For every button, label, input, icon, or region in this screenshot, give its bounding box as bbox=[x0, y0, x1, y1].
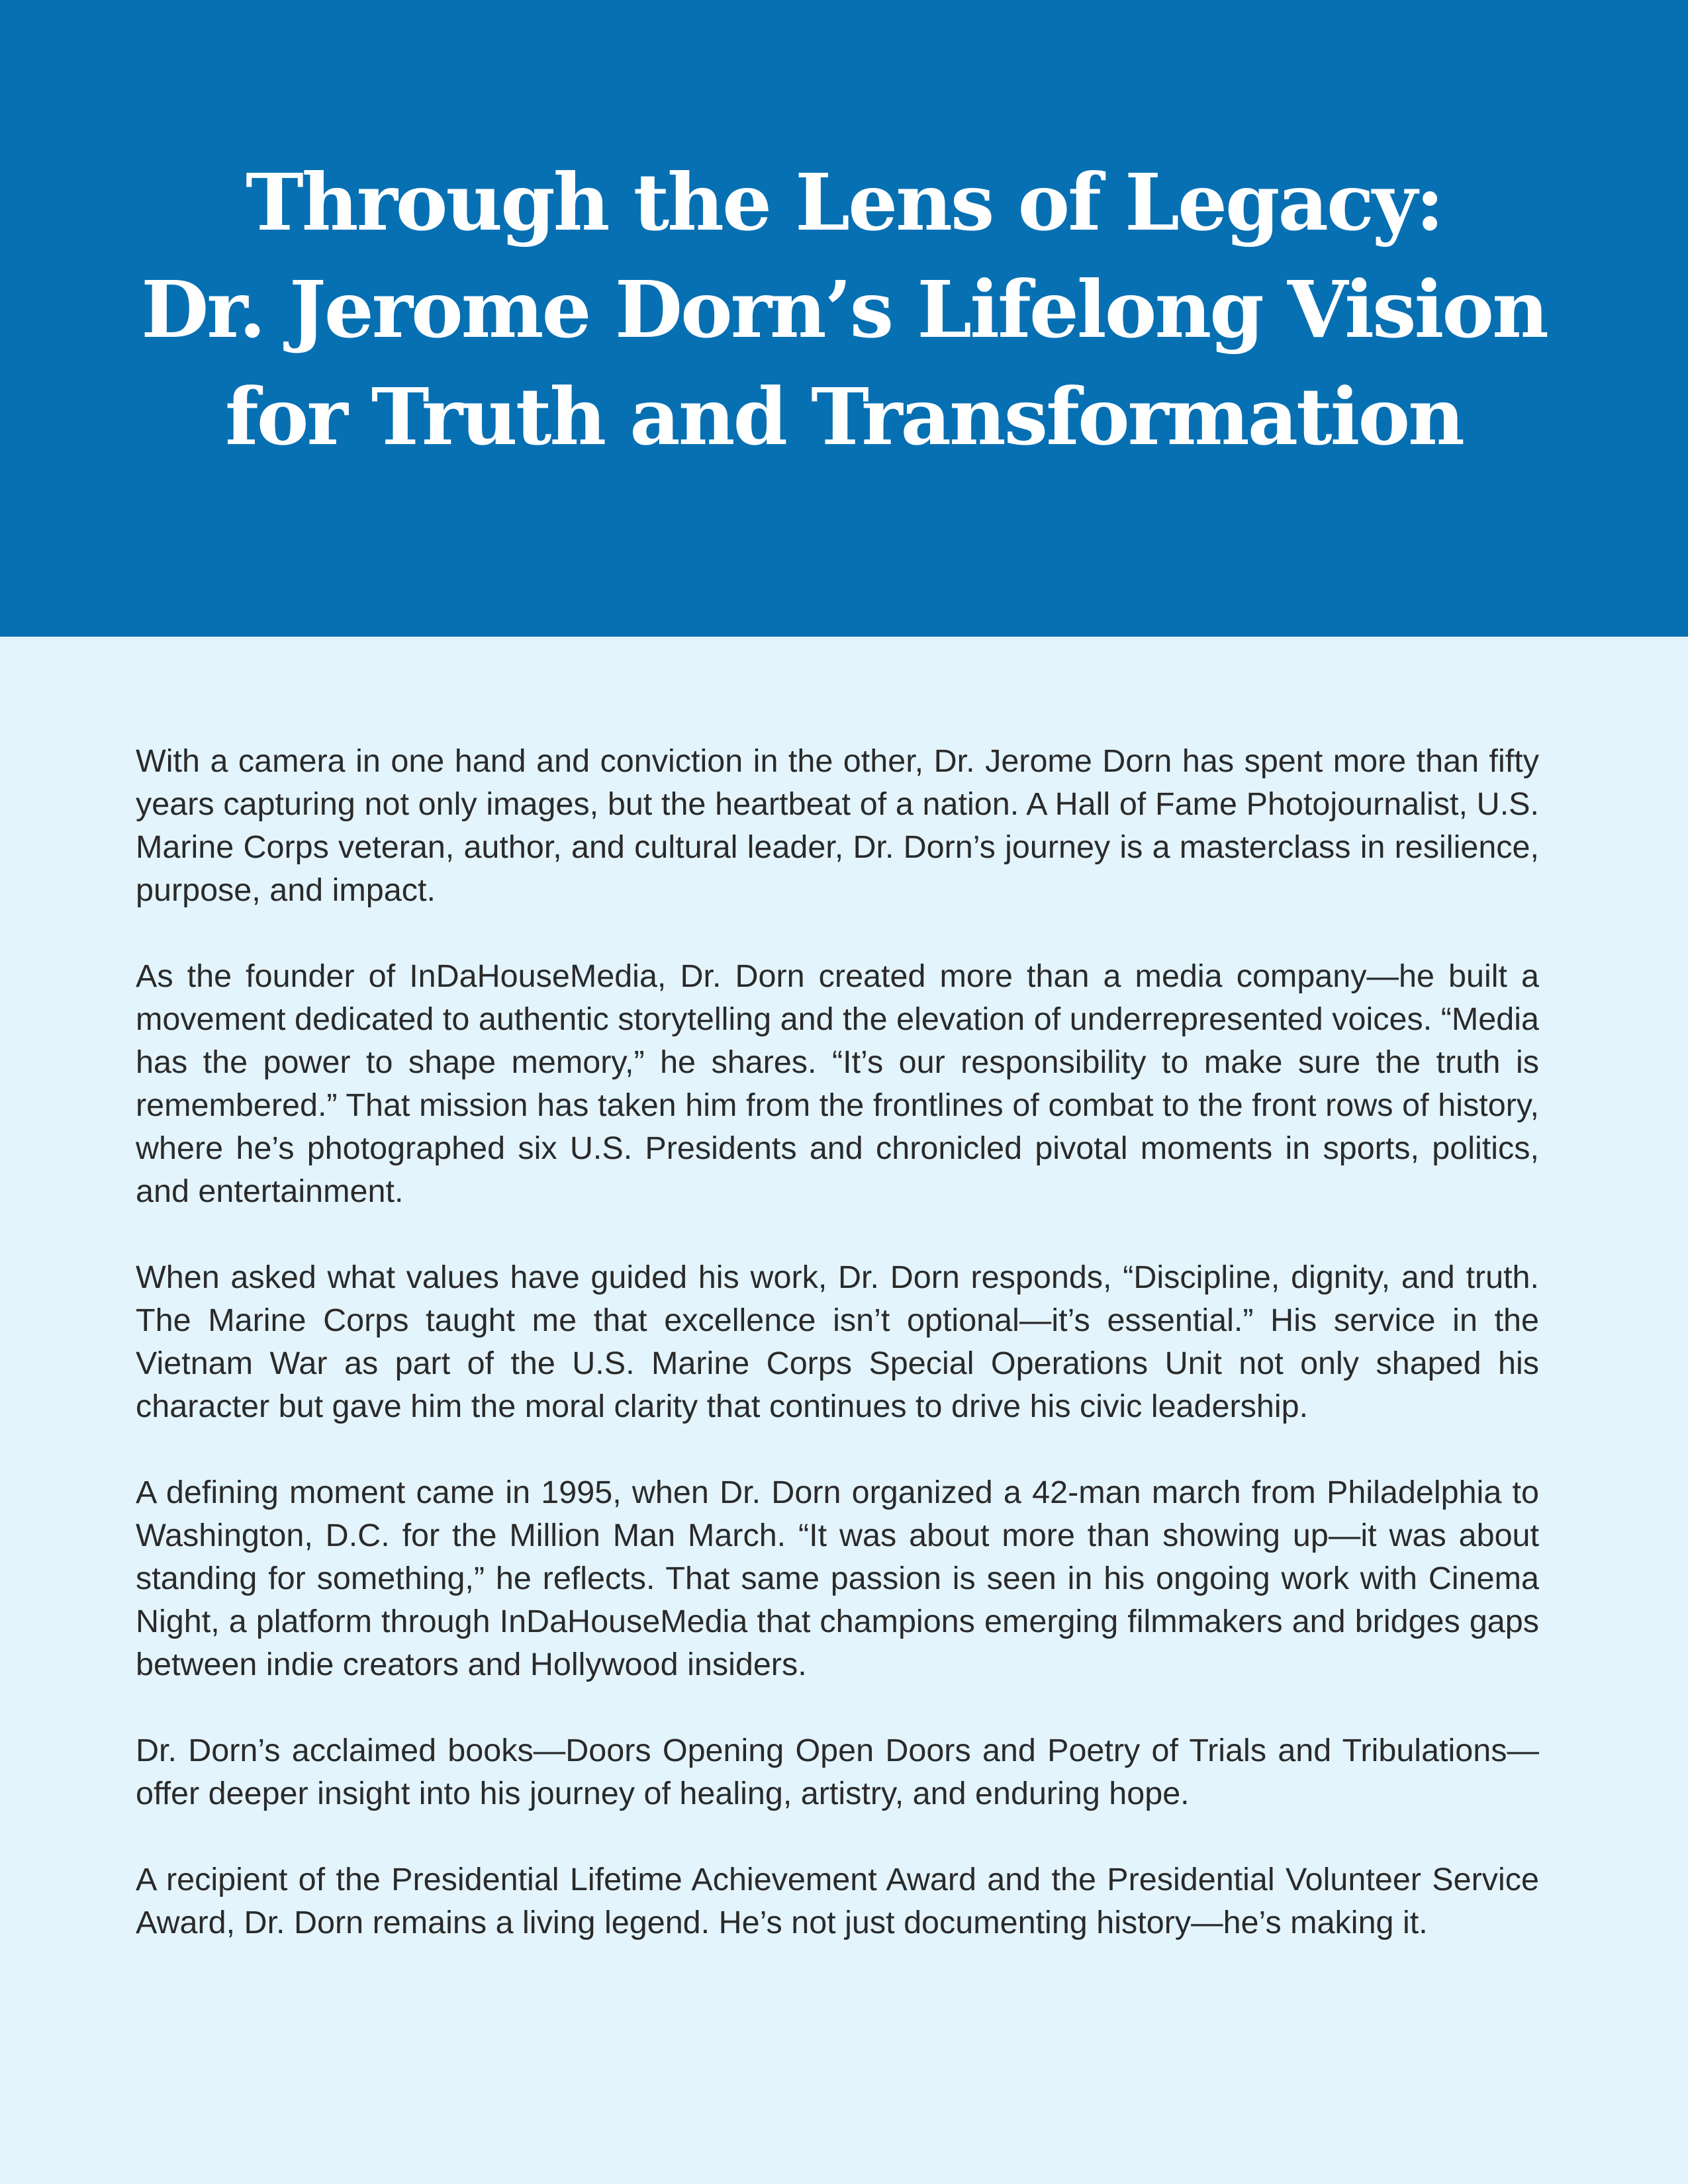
article-body bbox=[136, 740, 1539, 1944]
article-paragraph: With a camera in one hand and conviction in the other, Dr. Jerome Dorn has spent more than fifty years capturing not only images, but the heartbeat of a nation. A Hall of Fame Photojournalist, U.S. Marine Corps veteran, author, and cultural leader, Dr. Dorn’s journey is a masterclass in resilience, purpose, and impact. bbox=[136, 743, 1539, 908]
article-paragraph: When asked what values have guided his work, Dr. Dorn responds, “Discipline, dignity, and truth. The Marine Corps taught me that excellence isn’t optional—it’s essential.” His service in the Vietnam War as part of the U.S. Marine Corps Special Operations Unit not only shaped his character but gave him the moral clarity that continues to drive his civic leadership. bbox=[136, 1259, 1539, 1424]
page-title bbox=[83, 149, 1605, 471]
article-paragraph: A recipient of the Presidential Lifetime Achievement Award and the Presidential Volunteer Service Award, Dr. Dorn remains a living legend. He’s not just documenting history—he’s making it. bbox=[136, 1862, 1539, 1940]
article-paragraph: Dr. Dorn’s acclaimed books—Doors Opening Open Doors and Poetry of Trials and Tribulations—offer deeper insight into his journey of healing, artistry, and enduring hope. bbox=[136, 1733, 1539, 1811]
title-line: for Truth and Transformation bbox=[225, 371, 1463, 463]
header-band bbox=[0, 0, 1688, 637]
title-line: Dr. Jerome Dorn’s Lifelong Vision bbox=[141, 263, 1547, 355]
article-paragraph: As the founder of InDaHouseMedia, Dr. Dorn created more than a media company—he built a movement dedicated to authentic storytelling and the elevation of underrepresented voices. “Media has the power to shape memory,” he shares. “It’s our responsibility to make sure the truth is remembered.” That mission has taken him from the frontlines of combat to the front rows of history, where he’s photographed six U.S. Presidents and chronicled pivotal moments in sports, politics, and entertainment. bbox=[136, 958, 1539, 1209]
title-line: Through the Lens of Legacy: bbox=[246, 156, 1442, 248]
article-paragraph: A defining moment came in 1995, when Dr. Dorn organized a 42-man march from Philadelphia to Washington, D.C. for the Million Man March. “It was about more than showing up—it was about standing for something,” he reflects. That same passion is seen in his ongoing work with Cinema Night, a platform through InDaHouseMedia that champions emerging filmmakers and bridges gaps between indie creators and Hollywood insiders. bbox=[136, 1475, 1539, 1682]
